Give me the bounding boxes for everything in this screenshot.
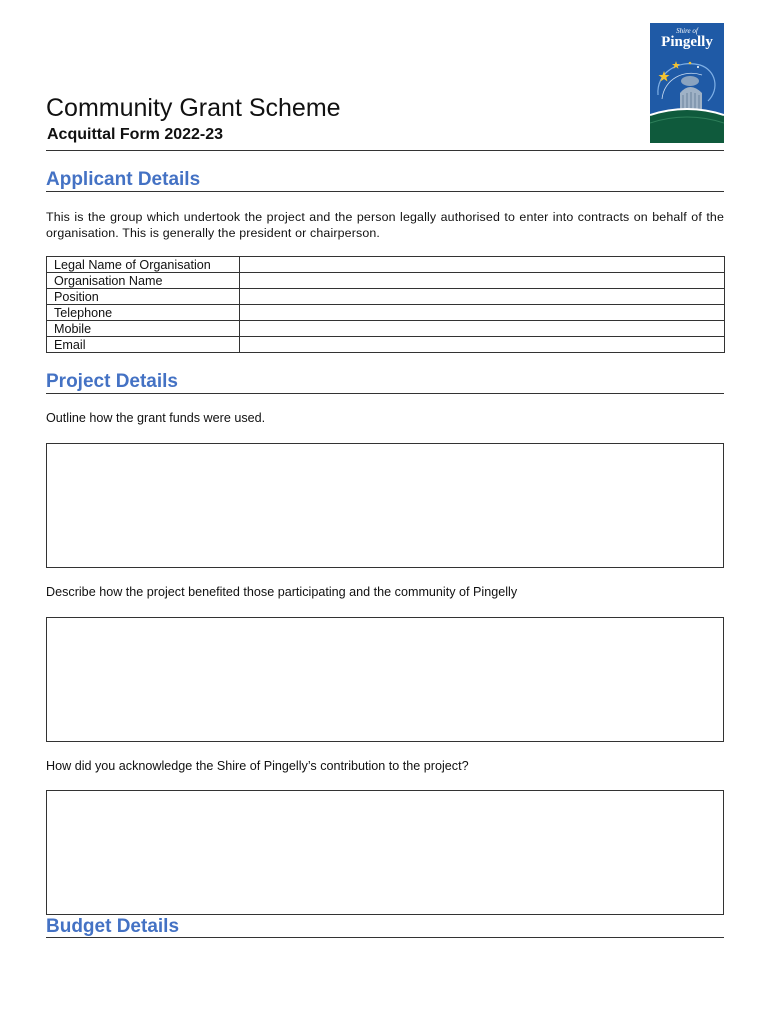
row-label-organisation-name: Organisation Name	[47, 273, 240, 289]
row-label-telephone: Telephone	[47, 305, 240, 321]
table-row	[47, 305, 725, 321]
project-benefit-prompt: Describe how the project benefited those participating and the community of Pingelly	[46, 585, 518, 599]
table-row	[47, 289, 725, 305]
row-label-mobile: Mobile	[47, 321, 240, 337]
budget-details-heading: Budget Details	[46, 916, 180, 937]
grant-funds-prompt: Outline how the grant funds were used.	[46, 411, 266, 425]
row-label-legal-name: Legal Name of Organisation	[47, 257, 240, 273]
table-row	[47, 273, 725, 289]
budget-divider	[46, 937, 724, 938]
title-divider	[46, 150, 724, 151]
project-details-heading: Project Details	[46, 371, 178, 392]
acknowledgement-prompt: How did you acknowledge the Shire of Pingelly’s contribution to the project?	[46, 759, 469, 773]
row-label-position: Position	[47, 289, 240, 305]
project-benefit-textbox[interactable]	[46, 617, 724, 742]
page-subtitle: Acquittal Form 2022-23	[47, 126, 224, 143]
applicant-divider	[46, 191, 724, 192]
mobile-field[interactable]	[240, 321, 725, 337]
table-row	[47, 337, 725, 353]
row-label-email: Email	[47, 337, 240, 353]
applicant-details-table	[46, 256, 725, 353]
applicant-intro: This is the group which undertook the project and the person legally authorised to enter into contracts on behalf of the organisation. This is generally the president or chairperson.	[46, 210, 724, 240]
grant-funds-textbox[interactable]	[46, 443, 724, 568]
legal-name-field[interactable]	[240, 257, 725, 273]
logo-shire-of: Shire of	[676, 27, 698, 35]
applicant-details-heading: Applicant Details	[46, 169, 201, 190]
table-row	[47, 321, 725, 337]
telephone-field[interactable]	[240, 305, 725, 321]
organisation-name-field[interactable]	[240, 273, 725, 289]
acknowledgement-textbox[interactable]	[46, 790, 724, 915]
page-title: Community Grant Scheme	[46, 94, 341, 122]
shire-logo	[650, 23, 724, 143]
project-divider	[46, 393, 724, 394]
position-field[interactable]	[240, 289, 725, 305]
logo-name: Pingelly	[661, 34, 713, 50]
email-field[interactable]	[240, 337, 725, 353]
table-row	[47, 257, 725, 273]
